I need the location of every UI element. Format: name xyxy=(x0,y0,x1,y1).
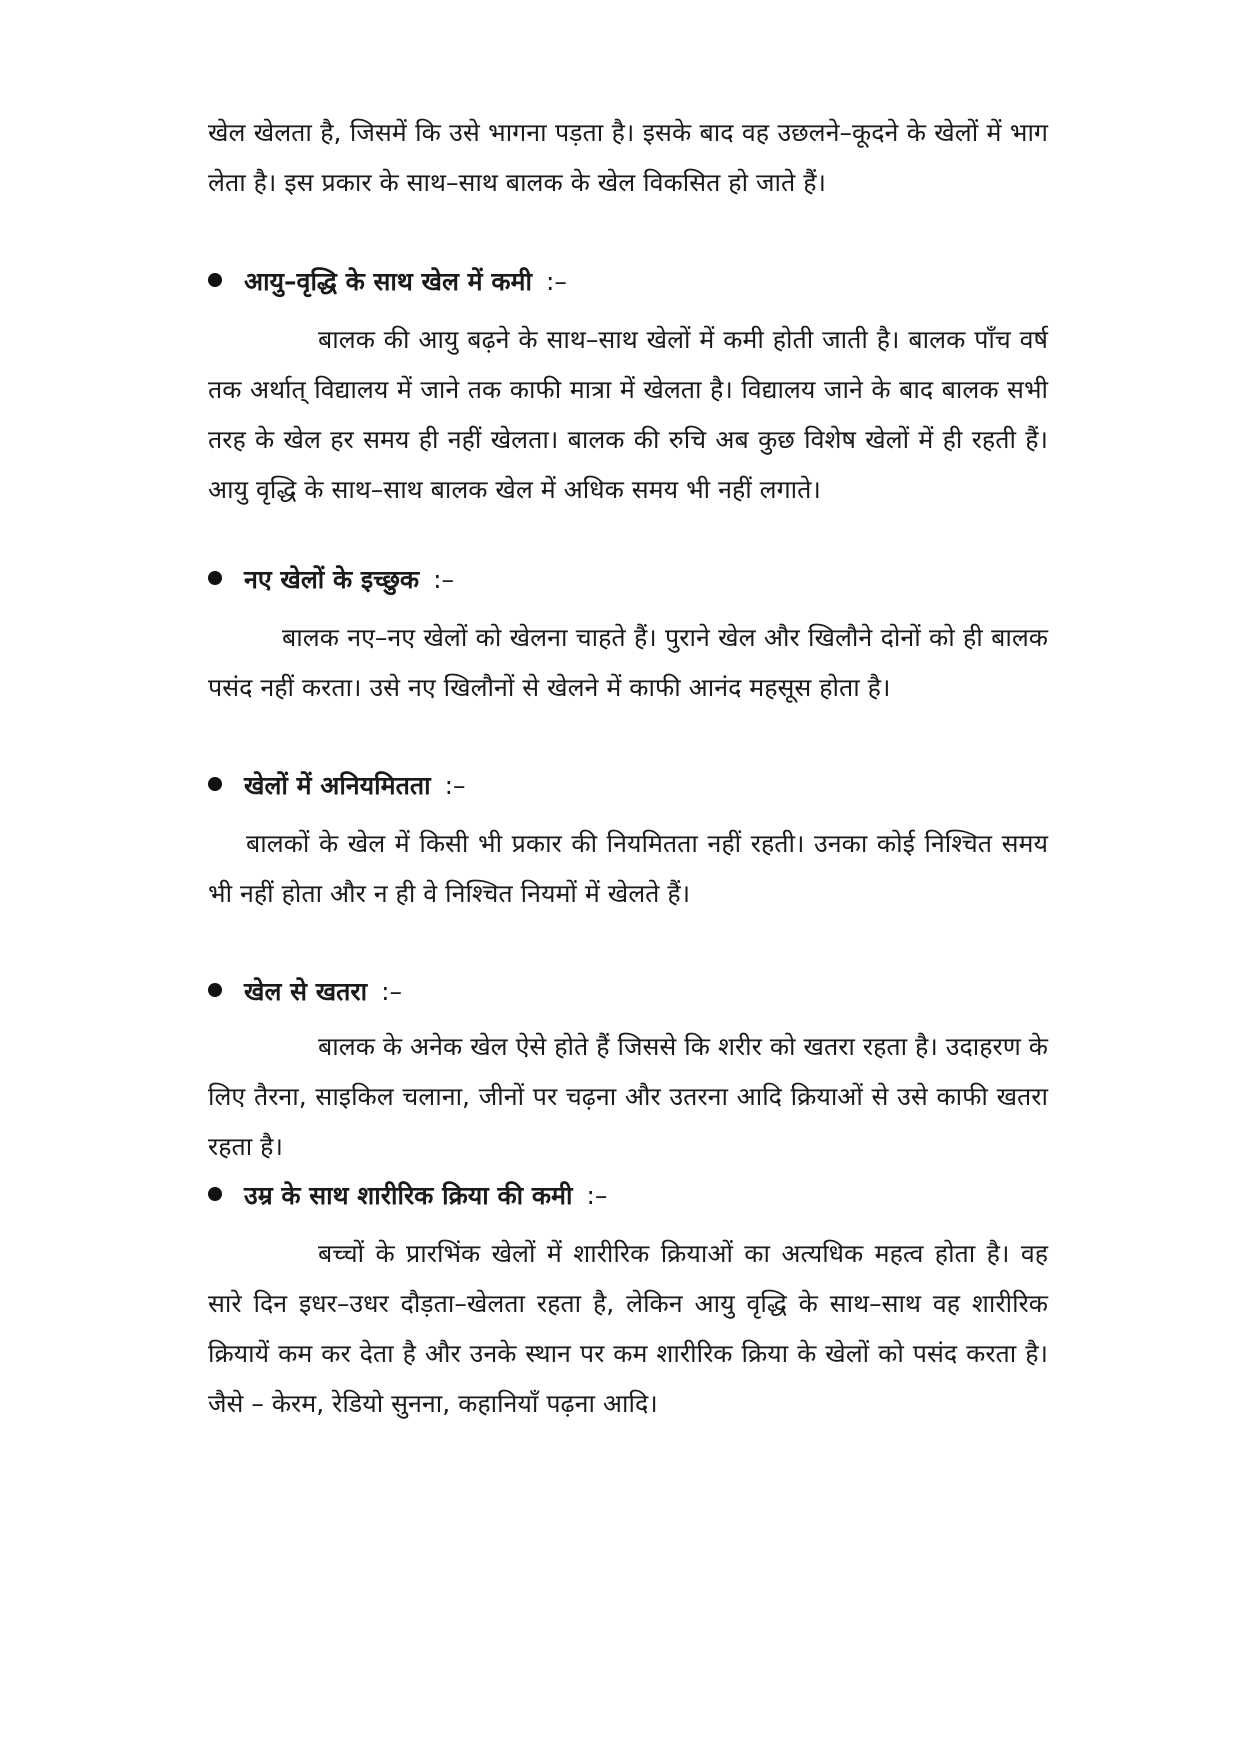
heading-suffix: :– xyxy=(444,771,466,800)
bullet-icon xyxy=(208,777,222,791)
paragraph-intro: खेल खेलता है, जिसमें कि उसे भागना पड़ता है। इसके बाद वह उछलने–कूदने के खेलों में भाग लेता है। इस प्रकार के साथ–साथ बालक के खेल विकसित हो जाते हैं। xyxy=(208,118,1048,197)
bullet-icon xyxy=(208,571,222,585)
bullet-icon xyxy=(208,1187,222,1201)
heading-suffix: :– xyxy=(545,267,567,296)
section-heading-danger xyxy=(208,972,1048,1012)
bullet-icon xyxy=(208,273,222,287)
section-heading-physical-activity xyxy=(208,1176,1048,1216)
heading-text: खेल से खतरा xyxy=(244,977,368,1006)
heading-suffix: :– xyxy=(433,565,455,594)
heading-text: नए खेलों के इच्छुक xyxy=(244,565,420,594)
paragraph-physical-activity: बच्चों के प्रारभिंक खेलों में शारीरिक क्रियाओं का अत्यधिक महत्व होता है। वह सारे दिन इधर–उधर दौड़ता–खेलता रहता है, लेकिन आयु वृद्धि के साथ–साथ वह शारीरिक क्रियायें कम कर देता है और उनके स्थान पर कम शारीरिक क्रिया के खेलों को पसंद करता है। जैसे – केरम, रेडियो सुनना, कहानियाँ पढ़ना आदि। xyxy=(208,1239,1048,1418)
section-heading-age-decline xyxy=(208,262,1048,302)
heading-text: उम्र के साथ शारीरिक क्रिया की कमी xyxy=(244,1181,573,1210)
paragraph-new-games: बालक नए–नए खेलों को खेलना चाहते हैं। पुराने खेल और खिलौने दोनों को ही बालक पसंद नहीं करता। उसे नए खिलौनों से खेलने में काफी आनंद महसूस होता है। xyxy=(208,623,1048,702)
heading-suffix: :– xyxy=(381,977,403,1006)
paragraph-age-decline: बालक की आयु बढ़ने के साथ–साथ खेलों में कमी होती जाती है। बालक पाँच वर्ष तक अर्थात् विद्यालय में जाने तक काफी मात्रा में खेलता है। विद्यालय जाने के बाद बालक सभी तरह के खेल हर समय ही नहीं खेलता। बालक की रुचि अब कुछ विशेष खेलों में ही रहती हैं। आयु वृद्धि के साथ–साथ बालक खेल में अधिक समय भी नहीं लगाते। xyxy=(208,325,1048,504)
heading-text: खेलों में अनियमितता xyxy=(244,771,431,800)
bullet-icon xyxy=(208,983,222,997)
paragraph-danger: बालक के अनेक खेल ऐसे होते हैं जिससे कि शरीर को खतरा रहता है। उदाहरण के लिए तैरना, साइकिल चलाना, जीनों पर चढ़ना और उतरना आदि क्रियाओं से उसे काफी खतरा रहता है। xyxy=(208,1032,1048,1161)
section-heading-new-games xyxy=(208,560,1048,600)
heading-text: आयु–वृद्धि के साथ खेल में कमी xyxy=(244,267,532,296)
heading-suffix: :– xyxy=(586,1181,608,1210)
document-page xyxy=(208,0,1048,1753)
section-heading-irregularity xyxy=(208,766,1048,806)
paragraph-irregularity: बालकों के खेल में किसी भी प्रकार की नियमितता नहीं रहती। उनका कोई निश्चित समय भी नहीं होता और न ही वे निश्चित नियमों में खेलते हैं। xyxy=(208,829,1048,908)
